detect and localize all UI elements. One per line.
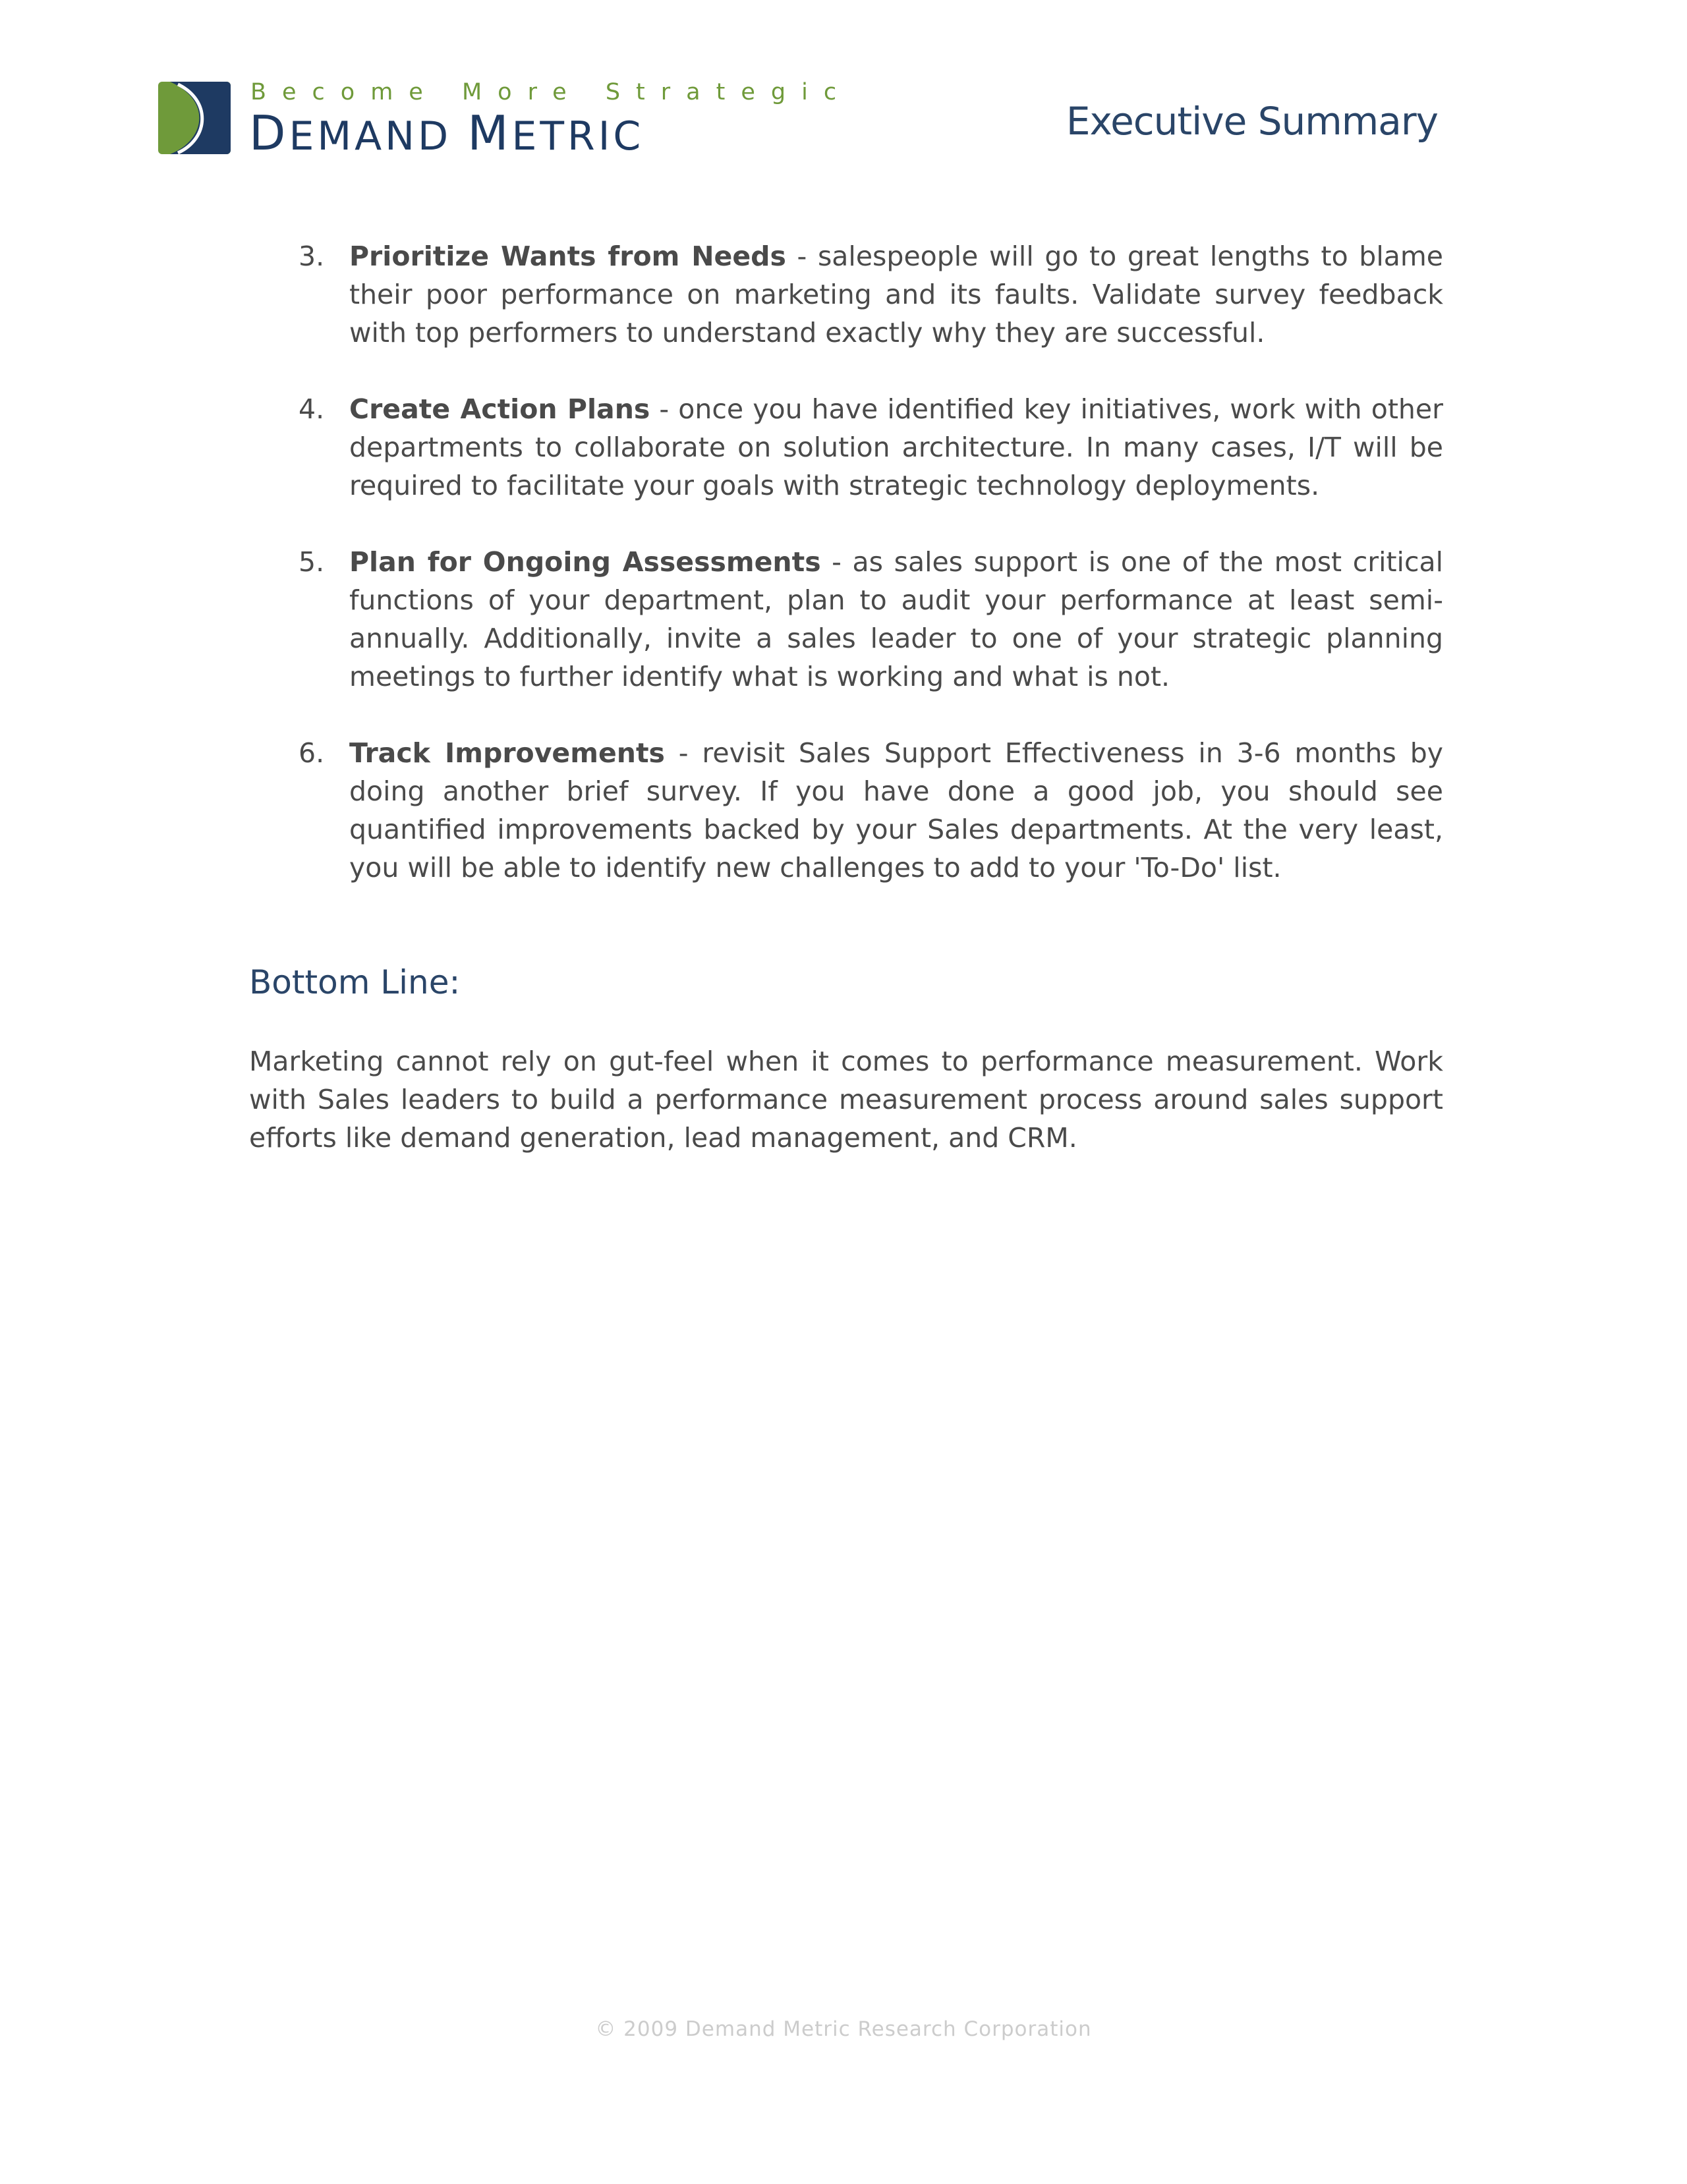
list-item-text: - revisit Sales Support Effectiveness in 3-6 months by doing another brief survey. If you have done a good job, you should see quantified improvements backed by your Sales departments. At the very least, you will be able to identify new challenges to add to your 'To-Do' list. xyxy=(349,737,1443,883)
list-item xyxy=(290,390,1443,505)
logo-wordmark xyxy=(249,105,644,161)
steps-list xyxy=(290,237,1443,925)
footer-copyright: © 2009 Demand Metric Research Corporation xyxy=(595,2017,1092,2041)
list-item-number: 6. xyxy=(299,737,325,769)
document-title: Executive Summary xyxy=(1066,99,1438,144)
logo-tagline: Become More Strategic xyxy=(250,79,853,105)
bottom-line-heading: Bottom Line: xyxy=(249,963,461,1001)
bottom-line-body: Marketing cannot rely on gut-feel when it comes to performance measurement. Work with Sales leaders to build a performance measurement process around sales support efforts like demand generation, lead management, and CRM. xyxy=(249,1046,1443,1154)
list-item-title: Prioritize Wants from Needs xyxy=(349,240,786,272)
list-item xyxy=(290,734,1443,887)
logo-word-emand: EMAND xyxy=(289,113,468,159)
list-item-number: 3. xyxy=(299,240,325,272)
list-item-title: Track Improvements xyxy=(349,737,665,769)
list-item xyxy=(290,543,1443,696)
demand-metric-logo-icon xyxy=(158,82,231,154)
list-item-text: - as sales support is one of the most critical functions of your department, plan to audit your performance at least semi-annually. Additionally, invite a sales leader to one of your strategic planning meetings to further identify what is working and what is not. xyxy=(349,546,1444,692)
list-item-title: Create Action Plans xyxy=(349,393,650,425)
logo-word-etric: ETRIC xyxy=(511,113,644,159)
logo-letter-m: M xyxy=(467,105,512,161)
list-item xyxy=(290,237,1443,352)
list-item-number: 5. xyxy=(299,546,325,578)
list-item-text: - salespeople will go to great lengths to blame their poor performance on marketing and its faults. Validate survey feedback with top performers to understand exactly why they are successful. xyxy=(349,240,1444,349)
company-logo xyxy=(158,78,853,163)
list-item-text: - once you have identified key initiatives, work with other departments to collaborate on solution architecture. In many cases, I/T will be required to facilitate your goals with strategic technology deployments. xyxy=(349,393,1443,501)
list-item-title: Plan for Ongoing Assessments xyxy=(349,546,821,578)
list-item-number: 4. xyxy=(299,393,325,425)
logo-letter-d: D xyxy=(249,105,289,161)
